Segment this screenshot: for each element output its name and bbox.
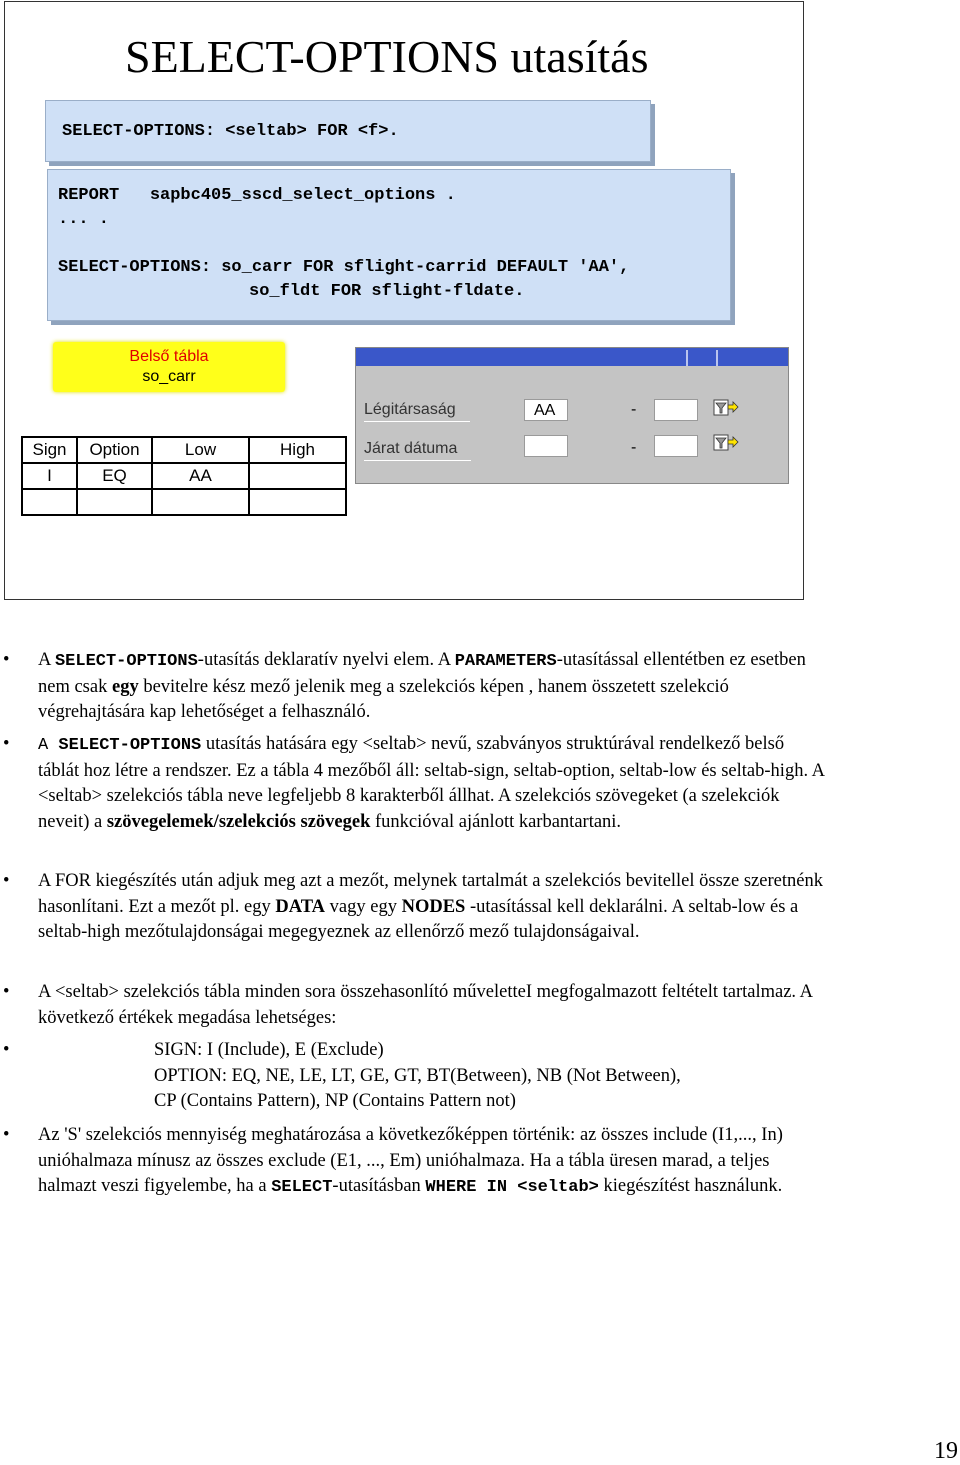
code-keyword: WHERE IN <seltab> (425, 1178, 599, 1197)
values-block (38, 1038, 828, 1115)
table-row (22, 463, 346, 489)
bullet-dot: • (3, 650, 10, 670)
cell-empty (152, 489, 249, 515)
table-row-empty (22, 489, 346, 515)
bold-text: szövegelemek/szelekciós szövegek (106, 811, 371, 832)
bullet-4 (3, 980, 828, 1031)
bullet-5 (3, 1038, 828, 1115)
date-low-input[interactable] (524, 435, 568, 457)
syntax-box (45, 100, 651, 162)
slide (4, 1, 804, 600)
header-sign: Sign (22, 437, 77, 463)
code-keyword: SELECT-OPTIONS (54, 652, 198, 671)
screen-title-bar (356, 348, 788, 366)
table-header-row (22, 437, 346, 463)
carrier-low-input[interactable]: AA (524, 399, 568, 421)
text: A (38, 650, 55, 670)
bullet-dot: • (3, 1040, 10, 1060)
text: -utasításban (332, 1176, 426, 1196)
sign-values: SIGN: I (Include), E (Exclude) (154, 1040, 384, 1060)
bullet-dot: • (3, 871, 10, 891)
carrier-high-input[interactable] (654, 399, 698, 421)
code-keyword: SELECT-OPTIONS (58, 736, 202, 755)
cell-high (249, 463, 346, 489)
text: -utasítással ellentétben ez esetben nem csak (38, 650, 806, 697)
date-range-dash: - (631, 439, 637, 456)
text: -utasítás deklaratív nyelvi elem. A (197, 650, 455, 670)
slide-title: SELECT-OPTIONS utasítás (125, 31, 649, 82)
cell-low: AA (152, 463, 249, 489)
bullet-2 (3, 732, 828, 835)
bold-text: egy (111, 676, 139, 697)
bullet-dot: • (3, 1125, 10, 1145)
option-values-cont: CP (Contains Pattern), NP (Contains Pattern not) (154, 1091, 516, 1111)
text: bevitelre kész mező jelenik meg a szelekciós képen , hanem összetett szelekció végrehajtására kap lehetőséget a felhasználó. (38, 676, 729, 722)
text: A FOR kiegészítés után adjuk meg azt a mezőt, melynek tartalmát a szelekciós bevitellel össze szeretnénk hasonlítani. Ezt a mezőt pl. egy (38, 871, 823, 917)
label-carrier: Légitársaság (364, 401, 456, 418)
bullet-dot: • (3, 734, 10, 754)
cell-empty (77, 489, 152, 515)
option-values: OPTION: EQ, NE, LE, LT, GE, GT, BT(Between), NB (Not Between), (154, 1065, 681, 1086)
multiple-selection-icon[interactable] (713, 399, 739, 417)
bullet-1 (3, 648, 828, 726)
cell-sign: I (22, 463, 77, 489)
bullet-6 (3, 1123, 828, 1201)
text: kiegészítést használunk. (598, 1176, 783, 1196)
code-line-1: REPORT sapbc405_sscd_select_options . (58, 186, 456, 205)
code-box (47, 169, 731, 321)
note-line-1: Belső tábla (129, 348, 209, 365)
cell-empty (22, 489, 77, 515)
text: vagy egy (325, 896, 402, 917)
bold-text: NODES (401, 896, 466, 917)
note-line-2: so_carr (142, 368, 196, 385)
code-text: A (38, 736, 59, 755)
bullet-dot: • (3, 982, 10, 1002)
bold-text: DATA (275, 896, 326, 917)
code-line-4: so_fldt FOR sflight-fldate. (249, 282, 525, 301)
header-low: Low (152, 437, 249, 463)
bullet-3 (3, 869, 828, 946)
title-bar-divider (716, 350, 718, 366)
title-bar-divider (686, 350, 688, 366)
text: funkcióval ajánlott karbantartani. (370, 811, 622, 832)
internal-table-note (53, 342, 285, 392)
label-flight-date: Járat dátuma (364, 440, 458, 457)
text: -utasítással kell deklarálni. A seltab-low és a seltab-high mezőtulajdonságai megegyeznek az ellenőrző mező tulajdonságaival. (38, 896, 799, 942)
code-keyword: SELECT (271, 1178, 333, 1197)
code-line-2: ... . (58, 210, 110, 229)
code-line-3: SELECT-OPTIONS: so_carr FOR sflight-carrid DEFAULT 'AA', (58, 258, 630, 277)
cell-empty (249, 489, 346, 515)
syntax-code: SELECT-OPTIONS: <seltab> FOR <f>. (62, 122, 399, 141)
cell-option: EQ (77, 463, 152, 489)
page-number: 19 (934, 1438, 958, 1464)
carrier-range-dash: - (631, 401, 637, 418)
code-keyword: PARAMETERS (454, 652, 557, 671)
text: A <seltab> szelekciós tábla minden sora összehasonlító műveletteI megfogalmazott feltételt tartalmaz. A következő értékek megadása lehetséges: (38, 982, 812, 1028)
multiple-selection-icon[interactable] (713, 434, 739, 452)
date-high-input[interactable] (654, 435, 698, 457)
text: Az 'S' szelekciós mennyiség meghatározása a következőképpen történik: az összes include (I1,..., In) unióhalmaza mínusz az összes exclude (E1, ..., Em) unióhalmaza. Ha a tábla üresen marad, a teljes halmazt veszi figyelembe, ha a (38, 1125, 783, 1196)
text: utasítás hatására egy <seltab> nevű, szabványos struktúrával rendelkező belső táblát hoz létre a rendszer. Ez a tábla 4 mezőből áll: seltab-sign, seltab-option, seltab-low és seltab-high. A <seltab> szelekciós tábla neve legfeljebb 8 karakterből állhat. A szelekciós szövegeket (a szelekciók neveit) a (38, 734, 825, 832)
selection-screen (355, 347, 789, 484)
header-high: High (249, 437, 346, 463)
header-option: Option (77, 437, 152, 463)
seltab-table (21, 436, 347, 516)
